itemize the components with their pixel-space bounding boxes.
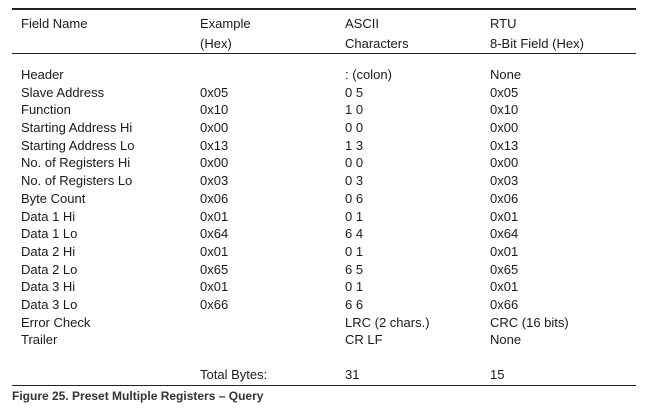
cell-field: Data 2 Lo [21, 261, 78, 277]
cell-example: 0x10 [200, 102, 229, 118]
cell-rtu: 0x00 [490, 155, 519, 171]
cell-ascii: 1 3 [345, 137, 364, 153]
table-row [0, 84, 648, 102]
header-ascii: ASCII Characters [345, 16, 409, 51]
table-row [0, 261, 648, 279]
cell-rtu: 0x05 [490, 84, 519, 100]
cell-field: Byte Count [21, 190, 86, 206]
cell-ascii: CR LF [345, 332, 383, 348]
cell-field: Slave Address [21, 84, 105, 100]
cell-ascii: 6 5 [345, 261, 364, 277]
cell-example: 0x06 [200, 190, 229, 206]
cell-ascii: 6 6 [345, 296, 364, 312]
cell-ascii: 6 4 [345, 226, 364, 242]
cell-rtu: 0x64 [490, 226, 519, 242]
table-row [0, 243, 648, 261]
cell-field: Function [21, 102, 71, 118]
table-row [0, 190, 648, 208]
table-row [0, 296, 648, 314]
cell-rtu: 0x01 [490, 208, 519, 224]
total-label: Total Bytes: [200, 367, 268, 382]
cell-rtu: None [490, 332, 522, 348]
cell-example: 0x13 [200, 137, 229, 153]
cell-rtu: 0x65 [490, 261, 519, 277]
cell-ascii: 0 0 [345, 155, 364, 171]
cell-ascii: 0 1 [345, 279, 364, 295]
table-top-rule [12, 8, 636, 10]
cell-ascii: 1 0 [345, 102, 364, 118]
header-rtu: RTU 8-Bit Field (Hex) [490, 16, 584, 51]
header-field-name: Field Name [21, 16, 88, 31]
cell-example: 0x64 [200, 226, 229, 242]
cell-example: 0x03 [200, 173, 229, 189]
table-row [0, 66, 648, 84]
header-example: Example (Hex) [200, 16, 251, 51]
table-row [0, 101, 648, 119]
cell-field: Data 2 Hi [21, 243, 76, 259]
cell-field: No. of Registers Hi [21, 155, 131, 171]
cell-ascii: 0 6 [345, 190, 364, 206]
header-rule [12, 53, 636, 54]
total-ascii: 31 [345, 367, 360, 382]
table-bottom-rule [12, 385, 636, 386]
cell-rtu: 0x01 [490, 243, 519, 259]
cell-ascii: : (colon) [345, 67, 392, 82]
cell-field: Starting Address Hi [21, 120, 133, 136]
cell-rtu: 0x13 [490, 137, 519, 153]
cell-field: Data 3 Lo [21, 296, 78, 312]
clipped-previous-text [0, 0, 640, 5]
cell-rtu: 0x03 [490, 173, 519, 189]
cell-example: 0x00 [200, 155, 229, 171]
table-row [0, 208, 648, 226]
table-row [0, 331, 648, 349]
cell-example: 0x01 [200, 208, 229, 224]
cell-field: Error Check [21, 314, 91, 330]
cell-rtu: None [490, 67, 522, 82]
table-row [0, 225, 648, 243]
cell-field: Header [21, 67, 64, 82]
cell-field: No. of Registers Lo [21, 173, 133, 189]
table-body [0, 66, 648, 349]
table-row [0, 172, 648, 190]
cell-example: 0x00 [200, 120, 229, 136]
cell-field: Data 1 Lo [21, 226, 78, 242]
cell-ascii: 0 1 [345, 243, 364, 259]
cell-ascii: 0 0 [345, 120, 364, 136]
table-row [0, 137, 648, 155]
cell-rtu: 0x01 [490, 279, 519, 295]
cell-rtu: 0x66 [490, 296, 519, 312]
cell-example: 0x65 [200, 261, 229, 277]
cell-ascii: 0 1 [345, 208, 364, 224]
cell-example: 0x66 [200, 296, 229, 312]
cell-field: Data 3 Hi [21, 279, 76, 295]
table-row [0, 314, 648, 332]
total-row [0, 366, 648, 384]
cell-example: 0x01 [200, 243, 229, 259]
table-row [0, 278, 648, 296]
cell-field: Trailer [21, 332, 58, 348]
cell-rtu: CRC (16 bits) [490, 314, 569, 330]
table-row [0, 154, 648, 172]
cell-ascii: LRC (2 chars.) [345, 314, 430, 330]
cell-ascii: 0 3 [345, 173, 364, 189]
cell-example: 0x05 [200, 84, 229, 100]
figure-caption: Figure 25. Preset Multiple Registers – Query [12, 389, 264, 403]
cell-field: Data 1 Hi [21, 208, 76, 224]
cell-rtu: 0x00 [490, 120, 519, 136]
cell-field: Starting Address Lo [21, 137, 135, 153]
table-row [0, 119, 648, 137]
cell-rtu: 0x06 [490, 190, 519, 206]
cell-ascii: 0 5 [345, 84, 364, 100]
cell-rtu: 0x10 [490, 102, 519, 118]
total-rtu: 15 [490, 367, 505, 382]
cell-example: 0x01 [200, 279, 229, 295]
